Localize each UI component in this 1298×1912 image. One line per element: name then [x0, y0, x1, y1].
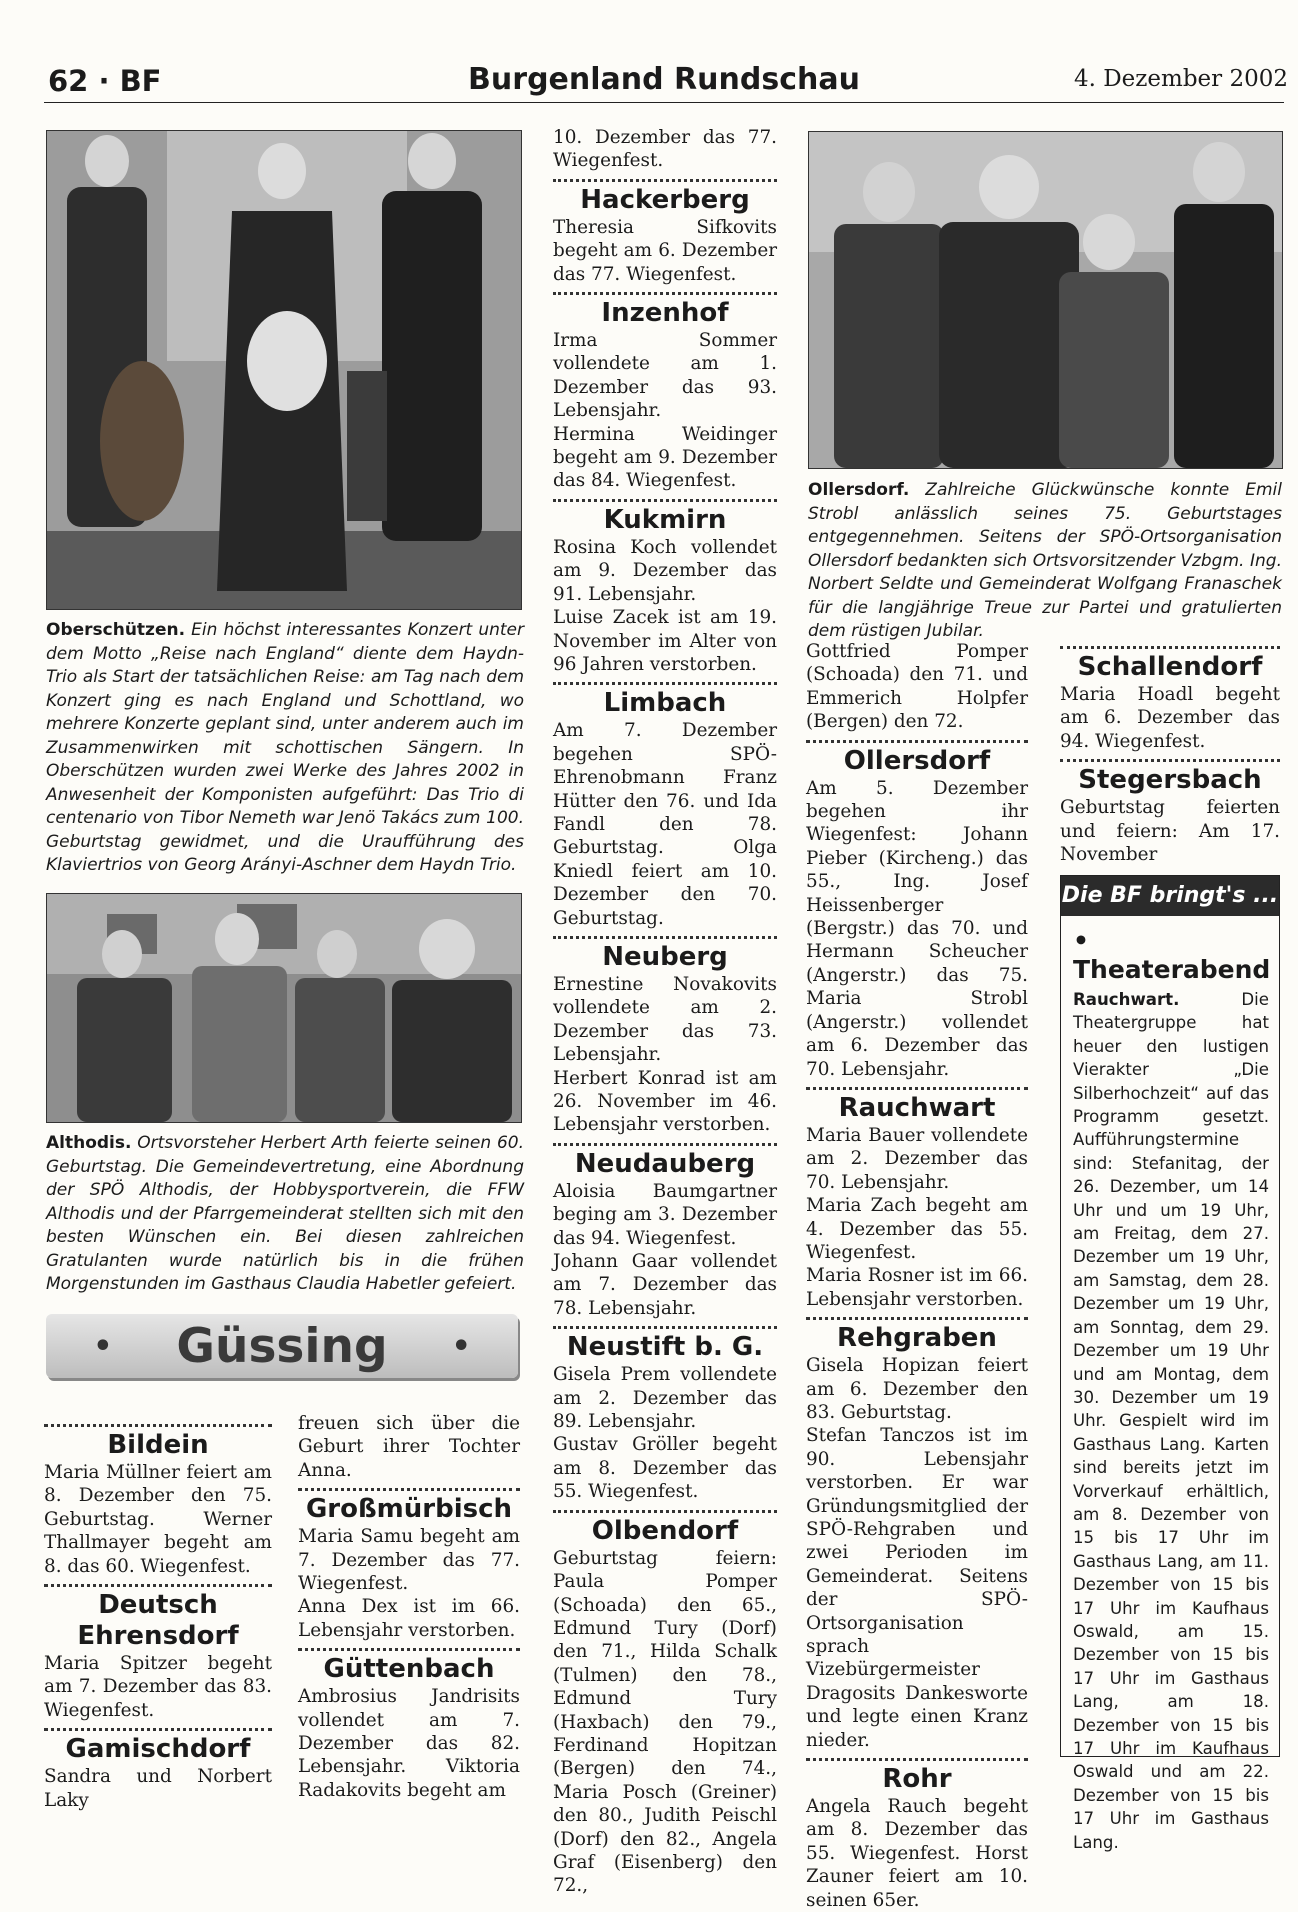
notice-section: [298, 1488, 520, 1642]
dotted-divider: [806, 1087, 1028, 1090]
dotted-divider: [44, 1424, 272, 1427]
place-heading: Ollersdorf: [843, 745, 991, 776]
column-e: [1060, 640, 1280, 866]
dotted-divider: [553, 179, 777, 182]
caption-ollersdorf: [808, 479, 1282, 644]
dotted-divider: [806, 740, 1028, 743]
info-box-text: [1073, 988, 1269, 1854]
notice-section: [806, 640, 1028, 734]
notice-text: Maria Samu begeht am 7. Dezember das 77. Wiegenfest.: [298, 1526, 520, 1595]
dotted-divider: [553, 936, 777, 939]
notice-section: [1060, 759, 1280, 866]
notice-text: Am 5. Dezember begehen ihr Wiegenfest: Johann Pieber (Kircheng.) das 55., Ing. Josef Heissenberger (Bergstr.) das 70. und Hermann Scheucher (Angerstr.) das 75. Maria Strobl (Angerstr.) vollendet am 6. Dezember das 70. Lebensjahr.: [806, 777, 1028, 1080]
dotted-divider: [1060, 646, 1280, 649]
column-a: [44, 1418, 272, 1812]
dotted-divider: [1060, 759, 1280, 762]
notice-text: Gisela Prem vollendete am 2. Dezember das 89. Lebensjahr.: [553, 1364, 777, 1433]
notice-section: [298, 1412, 520, 1482]
notice-section: [298, 1648, 520, 1802]
notice-text: Aloisia Baumgartner beging am 3. Dezember das 94. Wiegenfest.: [553, 1180, 777, 1249]
banner-dot-right: •: [451, 1328, 471, 1364]
notice-section: [553, 682, 777, 930]
notice-section: [44, 1728, 272, 1812]
notice-text: Sandra und Norbert Laky: [44, 1766, 272, 1811]
caption-text: Zahlreiche Glückwünsche konnte Emil Strobl anlässlich seines 75. Geburtstages entgegennehmen. Seitens der SPÖ-Ortsorganisation Ollersdorf bedankten sich Ortsvorsitzender Vzbgm. Ing. Norbert Seldte und Gemeinderat Wolfgang Franaschek für die langjährige Treue zur Partei und gratulierten dem rüstigen Jubilar.: [808, 480, 1282, 641]
notice-section: [44, 1584, 272, 1722]
dotted-divider: [44, 1584, 272, 1587]
place-heading: Kukmirn: [603, 504, 727, 535]
column-d: [806, 640, 1028, 1912]
place-heading: Rehgraben: [837, 1323, 997, 1354]
notice-text: Ernestine Novakovits vollendete am 2. Dezember das 73. Lebensjahr.: [553, 973, 777, 1066]
notice-section: [553, 126, 777, 173]
issue-date: 4. Dezember 2002: [1073, 66, 1288, 92]
region-banner: [46, 1314, 518, 1378]
place-heading: Deutsch Ehrensdorf: [77, 1590, 239, 1652]
info-box-lead: Rauchwart.: [1073, 990, 1180, 1009]
caption-place: Oberschützen.: [46, 620, 186, 640]
notice-text: Hermina Weidinger begeht am 9. Dezember das 84. Wiegenfest.: [553, 423, 777, 492]
notice-text: Am 7. Dezember begehen SPÖ-Ehrenobmann Franz Hütter den 76. und Ida Fandl den 78. Geburtstag. Olga Kniedl feiert am 10. Dezember den 70. Geburtstag.: [553, 720, 777, 929]
notice-text: Gottfried Pomper (Schoada) den 71. und Emmerich Holpfer (Bergen) den 72.: [806, 641, 1028, 733]
photo-althodis: [46, 893, 522, 1123]
dotted-divider: [806, 1758, 1028, 1761]
place-heading: Olbendorf: [591, 1515, 739, 1546]
notice-text: Maria Bauer vollendete am 2. Dezember das 70. Lebensjahr.: [806, 1124, 1028, 1193]
dotted-divider: [553, 1510, 777, 1513]
dotted-divider: [553, 1143, 777, 1146]
info-box-body: Die Theatergruppe hat heuer den lustigen Vierakter „Die Silberhochzeit“ auf das Programm gesetzt. Aufführungstermine sind: Stefanitag, der 26. Dezember, um 14 Uhr und um 19 Uhr, am Freitag, dem 27. Dezember um 19 Uhr, am Samstag, dem 28. Dezember um 19 Uhr, am Sonntag, dem 29. Dezember um 19 Uhr und am Montag, dem 30. Dezember um 19 Uhr. Gespielt wird im Gasthaus Lang. Karten sind bereits jetzt im Vorverkauf erhältlich, am 8. Dezember von 15 bis 17 Uhr im Gasthaus Lang, am 11. Dezember von 15 bis 17 Uhr im Kaufhaus Oswald, am 15. Dezember von 15 bis 17 Uhr im Gasthaus Lang, am 18. Dezember von 15 bis 17 Uhr im Kaufhaus Oswald und am 22. Dezember von 15 bis 17 Uhr im Gasthaus Lang.: [1073, 990, 1269, 1852]
notice-text: Irma Sommer vollendete am 1. Dezember das 93. Lebensjahr.: [553, 330, 777, 422]
notice-section: [553, 1510, 777, 1898]
notice-section: [553, 292, 777, 493]
notice-text: Maria Zach begeht am 4. Dezember das 55. Wiegenfest.: [806, 1195, 1028, 1263]
photo-haydn-trio: [46, 130, 522, 610]
notice-text: Angela Rauch begeht am 8. Dezember das 55. Wiegenfest. Horst Zauner feiert am 10. seinen 65er.: [806, 1796, 1028, 1911]
notice-text: Luise Zacek ist am 19. November im Alter von 96 Jahren verstorben.: [553, 607, 777, 675]
notice-text: Maria Hoadl begeht am 6. Dezember das 94. Wiegenfest.: [1060, 684, 1280, 752]
photo-ollersdorf: [808, 131, 1283, 469]
notice-section: [553, 936, 777, 1137]
newspaper-title: Burgenland Rundschau: [468, 62, 860, 97]
notice-text: Geburtstag feierten und feiern: Am 17. November: [1060, 797, 1280, 866]
place-heading: Neudauberg: [574, 1148, 756, 1179]
place-heading: Rauchwart: [838, 1092, 996, 1123]
notice-section: [806, 1317, 1028, 1752]
dotted-divider: [298, 1648, 520, 1651]
notice-text: Gisela Hopizan feiert am 6. Dezember den 83. Geburtstag.: [806, 1355, 1028, 1423]
notice-text: Maria Müllner feiert am 8. Dezember den 75. Geburtstag. Werner Thallmayer begeht am 8. das 60. Wiegenfest.: [44, 1462, 272, 1577]
notice-text: Maria Rosner ist im 66. Lebensjahr verstorben.: [806, 1265, 1028, 1310]
caption-text: Ortsvorsteher Herbert Arth feierte seinen 60. Geburtstag. Die Gemeindevertretung, eine Abordnung der SPÖ Althodis, der Hobbysportverein, die FFW Althodis und der Pfarrgemeinderat stellten sich mit den besten Wünschen ein. Bei diesen zahlreichen Gratulanten wurde natürlich bis in die frühen Morgenstunden im Gasthaus Claudia Habetler gefeiert.: [46, 1133, 524, 1294]
notice-section: [1060, 646, 1280, 753]
place-heading: Stegersbach: [1078, 765, 1262, 796]
notice-text: Theresia Sifkovits begeht am 6. Dezember das 77. Wiegenfest.: [553, 216, 777, 285]
place-heading: Neuberg: [602, 941, 728, 972]
column-b: [298, 1412, 520, 1802]
dotted-divider: [553, 682, 777, 685]
page-number: 62 · BF: [48, 64, 162, 98]
place-heading: Bildein: [107, 1430, 209, 1460]
notice-section: [553, 499, 777, 676]
place-heading: Hackerberg: [580, 184, 750, 215]
notice-text: 10. Dezember das 77. Wiegenfest.: [553, 127, 777, 172]
notice-text: Herbert Konrad ist am 26. November im 46. Lebensjahr verstorben.: [553, 1067, 777, 1136]
notice-text: Maria Spitzer begeht am 7. Dezember das 83. Wiegenfest.: [44, 1653, 272, 1721]
notice-section: [553, 1326, 777, 1503]
notice-text: Gustav Gröller begeht am 8. Dezember das 55. Wiegenfest.: [553, 1434, 777, 1503]
place-heading: Neustift b. G.: [566, 1332, 764, 1363]
place-heading: Inzenhof: [601, 298, 729, 329]
caption-althodis: [46, 1132, 524, 1297]
notice-text: Anna Dex ist im 66. Lebensjahr verstorben.: [298, 1596, 520, 1641]
dotted-divider: [553, 499, 777, 502]
info-box-head: Die BF bringt's ...: [1061, 876, 1279, 916]
notice-section: [553, 1143, 777, 1320]
notice-text: freuen sich über die Geburt ihrer Tochter Anna.: [298, 1413, 520, 1481]
dotted-divider: [44, 1728, 272, 1731]
notice-text: Rosina Koch vollendet am 9. Dezember das 91. Lebensjahr.: [553, 536, 777, 605]
notice-text: Ambrosius Jandrisits vollendet am 7. Dezember das 82. Lebensjahr. Viktoria Radakovits begeht am: [298, 1686, 520, 1801]
banner-dot-left: •: [93, 1328, 113, 1364]
notice-text: Stefan Tanczos ist im 90. Lebensjahr verstorben. Er war Gründungsmitglied der SPÖ-Rehgraben und zwei Perioden im Gemeinderat. Seitens der SPÖ-Ortsorganisation sprach Vizebürgermeister Dragosits Dankesworte und legte einen Kranz nieder.: [806, 1425, 1028, 1751]
caption-place: Althodis.: [46, 1133, 132, 1153]
dotted-divider: [298, 1488, 520, 1491]
notice-text: Geburtstag feiern: Paula Pomper (Schoada) den 65., Edmund Tury (Dorf) den 71., Hilda Schalk (Tulmen) den 78., Edmund Tury (Haxbach) den 79., Ferdinand Hopitzan (Bergen) den 74., Maria Posch (Greiner) den 80., Judith Peischl (Dorf) den 82., Angela Graf (Eisenberg) den 72.,: [553, 1547, 777, 1897]
place-heading: Schallendorf: [1077, 652, 1263, 682]
info-box: [1060, 875, 1280, 1852]
place-heading: Rohr: [882, 1764, 952, 1795]
place-heading: Großmürbisch: [305, 1494, 513, 1525]
caption-text: Ein höchst interessantes Konzert unter dem Motto „Reise nach England“ diente dem Haydn-Trio als Start der tatsächlichen Reise: am Tag nach dem Konzert ging es nach England und Schottland, wo mehrere Konzerte geplant sind, unter anderem auch im Zusammenwirken mit schottischen Sängern. In Oberschützen wurden zwei Werke des Jahres 2002 in Anwesenheit der Komponisten aufgeführt: Das Trio di centenario von Tibor Nemeth war Jenö Takács zum 100. Geburtstag gewidmet, und die Uraufführung des Klaviertrios von Georg Arányi-Aschner dem Haydn Trio.: [46, 620, 524, 875]
page-header: [44, 60, 1288, 103]
notice-section: [806, 1758, 1028, 1912]
caption-oberschuetzen: [46, 619, 524, 878]
caption-place: Ollersdorf.: [808, 480, 910, 500]
notice-section: [806, 740, 1028, 1081]
dotted-divider: [553, 292, 777, 295]
dotted-divider: [553, 1326, 777, 1329]
banner-title: Güssing: [176, 1318, 388, 1374]
dotted-divider: [806, 1317, 1028, 1320]
notice-text: Johann Gaar vollendet am 7. Dezember das 78. Lebensjahr.: [553, 1251, 777, 1319]
notice-section: [44, 1424, 272, 1578]
column-c: [553, 126, 777, 1898]
notice-section: [806, 1087, 1028, 1311]
info-box-title: • Theaterabend: [1073, 926, 1271, 984]
notice-section: [553, 179, 777, 286]
place-heading: Limbach: [603, 688, 727, 719]
place-heading: Gamischdorf: [65, 1734, 251, 1765]
place-heading: Güttenbach: [323, 1654, 495, 1685]
